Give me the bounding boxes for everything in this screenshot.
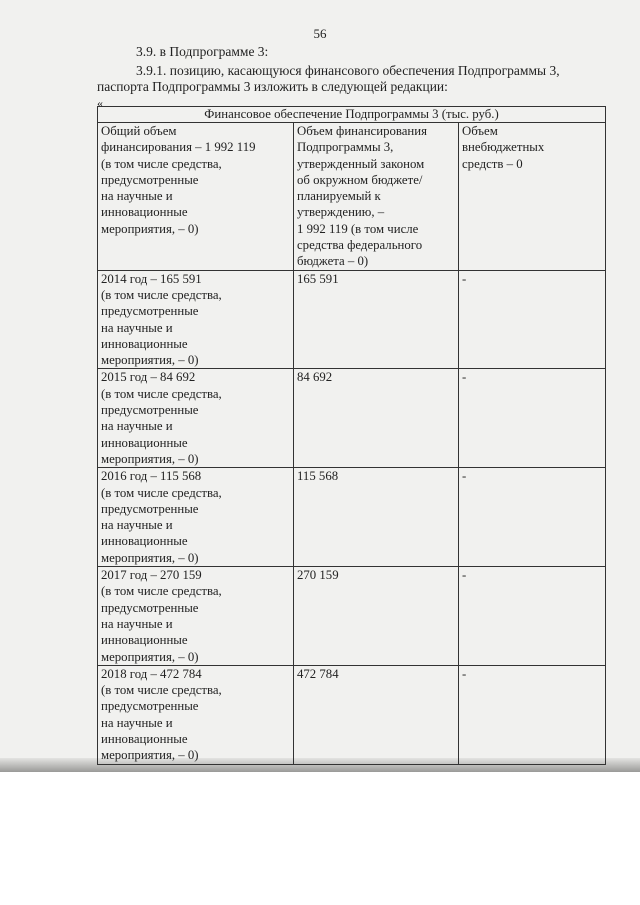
header-budget-financing: Объем финансирования Подпрограммы 3, утвержденный законом об окружном бюджете/ планируемый к утверждению, – 1 992 119 (в том числе средства федерального бюджета – 0) [294,123,459,271]
table-row [98,369,606,468]
row-extra-cell: - [459,665,606,764]
row-year-cell: 2017 год – 270 159 (в том числе средства, предусмотренные на научные и инновационные мероприятия, – 0) [98,567,294,666]
table-row [98,468,606,567]
open-quote: « [97,96,103,110]
row-extra-cell: - [459,270,606,369]
row-year-cell: 2016 год – 115 568 (в том числе средства, предусмотренные на научные и инновационные мероприятия, – 0) [98,468,294,567]
row-year-cell: 2015 год – 84 692 (в том числе средства, предусмотренные на научные и инновационные мероприятия, – 0) [98,369,294,468]
table-caption-row [98,107,606,123]
header-total-financing: Общий объем финансирования – 1 992 119 (в том числе средства, предусмотренные на научные и инновационные мероприятия, – 0) [98,123,294,271]
row-budget-cell: 84 692 [294,369,459,468]
row-budget-cell: 472 784 [294,665,459,764]
financing-table [97,106,606,765]
row-year-cell: 2018 год – 472 784 (в том числе средства, предусмотренные на научные и инновационные мероприятия, – 0) [98,665,294,764]
table-caption: Финансовое обеспечение Подпрограммы 3 (тыс. руб.) [98,107,606,123]
intro-line-2: 3.9.1. позицию, касающуюся финансового обеспечения Подпрограммы 3, [136,63,560,78]
table-row [98,270,606,369]
row-budget-cell: 165 591 [294,270,459,369]
row-year-cell: 2014 год – 165 591 (в том числе средства, предусмотренные на научные и инновационные мероприятия, – 0) [98,270,294,369]
row-extra-cell: - [459,369,606,468]
table-row [98,567,606,666]
row-budget-cell: 270 159 [294,567,459,666]
row-budget-cell: 115 568 [294,468,459,567]
table-header-row [98,123,606,271]
row-extra-cell: - [459,567,606,666]
row-extra-cell: - [459,468,606,567]
page-number: 56 [313,26,327,41]
table-row [98,665,606,764]
intro-line-3: паспорта Подпрограммы 3 изложить в следующей редакции: [97,79,448,94]
intro-line-1: 3.9. в Подпрограмме 3: [136,44,269,59]
header-extrabudget: Объем внебюджетных средств – 0 [459,123,606,271]
